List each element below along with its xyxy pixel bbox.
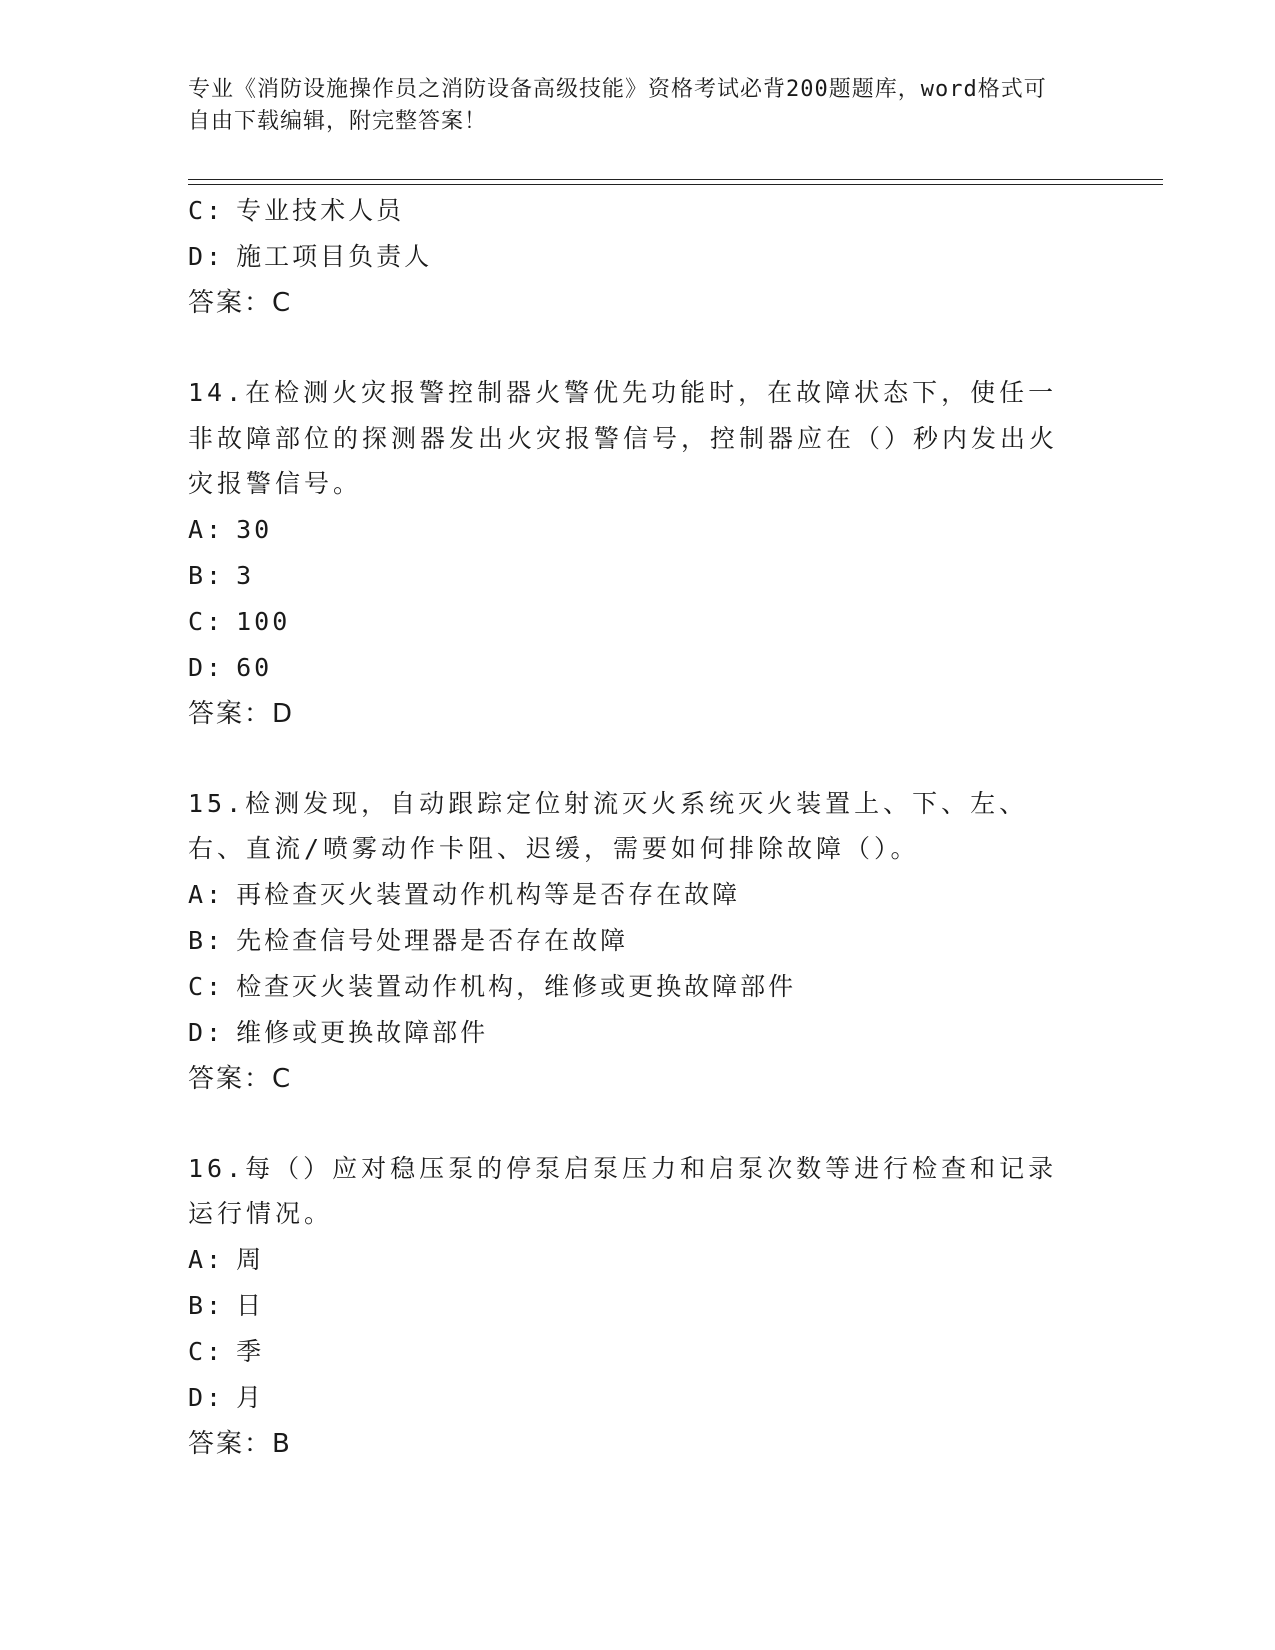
question-13-tail: [188, 188, 1088, 326]
header-title: 专业《消防设施操作员之消防设备高级技能》资格考试必背200题题库，word格式可自由下载编辑，附完整答案！: [188, 77, 1047, 134]
option-text: 月: [236, 1382, 265, 1412]
option-a: [188, 872, 1088, 918]
option-text: 日: [236, 1290, 265, 1320]
option-key: A:: [188, 514, 225, 544]
option-d: [188, 645, 1088, 691]
option-d: [188, 1375, 1088, 1421]
option-d: [188, 1010, 1088, 1056]
option-text: 再检查灭火装置动作机构等是否存在故障: [236, 879, 741, 909]
question-16: [188, 1146, 1088, 1467]
option-a: [188, 1237, 1088, 1283]
option-c: [188, 188, 1088, 234]
option-text: 30: [236, 514, 273, 544]
option-b: [188, 918, 1088, 964]
answer-line: 答案：B: [188, 1428, 292, 1459]
option-key: A:: [188, 879, 225, 909]
option-key: B:: [188, 1290, 225, 1320]
option-text: 专业技术人员: [236, 196, 405, 225]
option-b: [188, 553, 1088, 599]
option-c: [188, 599, 1088, 645]
answer-line: 答案：D: [188, 698, 295, 729]
answer-line: 答案：C: [188, 1063, 293, 1094]
option-text: 季: [236, 1336, 265, 1366]
header-divider-top: [188, 179, 1163, 180]
document-header: [188, 74, 1068, 138]
option-c: [188, 964, 1088, 1010]
option-key: C:: [188, 196, 225, 225]
option-key: C:: [188, 1336, 225, 1366]
question-15: [188, 781, 1088, 1102]
question-text: 15.检测发现，自动跟踪定位射流灭火系统灭火装置上、下、左、右、直流/喷雾动作卡阻、迟缓，需要如何排除故障（）。: [188, 788, 1029, 863]
document-body: [188, 188, 1088, 1467]
option-c: [188, 1329, 1088, 1375]
option-text: 施工项目负责人: [236, 242, 433, 271]
option-key: C:: [188, 606, 225, 636]
option-text: 周: [236, 1244, 265, 1274]
option-text: 先检查信号处理器是否存在故障: [236, 925, 629, 955]
question-text: 16.每（）应对稳压泵的停泵启泵压力和启泵次数等进行检查和记录运行情况。: [188, 1153, 1058, 1228]
header-divider-bottom: [188, 184, 1163, 185]
option-key: B:: [188, 925, 225, 955]
option-text: 维修或更换故障部件: [236, 1017, 489, 1047]
option-text: 100: [236, 606, 291, 636]
option-key: B:: [188, 560, 225, 590]
option-key: C:: [188, 971, 225, 1001]
option-key: D:: [188, 242, 225, 271]
option-text: 60: [236, 652, 273, 682]
option-key: D:: [188, 652, 225, 682]
question-14: [188, 370, 1088, 737]
question-text: 14.在检测火灾报警控制器火警优先功能时，在故障状态下，使任一非故障部位的探测器发出火灾报警信号，控制器应在（）秒内发出火灾报警信号。: [188, 378, 1059, 498]
answer-line: 答案：C: [188, 288, 293, 318]
option-key: D:: [188, 1017, 225, 1047]
option-key: A:: [188, 1244, 225, 1274]
option-key: D:: [188, 1382, 225, 1412]
option-text: 3: [236, 560, 255, 590]
option-d: [188, 234, 1088, 280]
option-a: [188, 507, 1088, 553]
option-b: [188, 1283, 1088, 1329]
option-text: 检查灭火装置动作机构，维修或更换故障部件: [236, 971, 797, 1001]
